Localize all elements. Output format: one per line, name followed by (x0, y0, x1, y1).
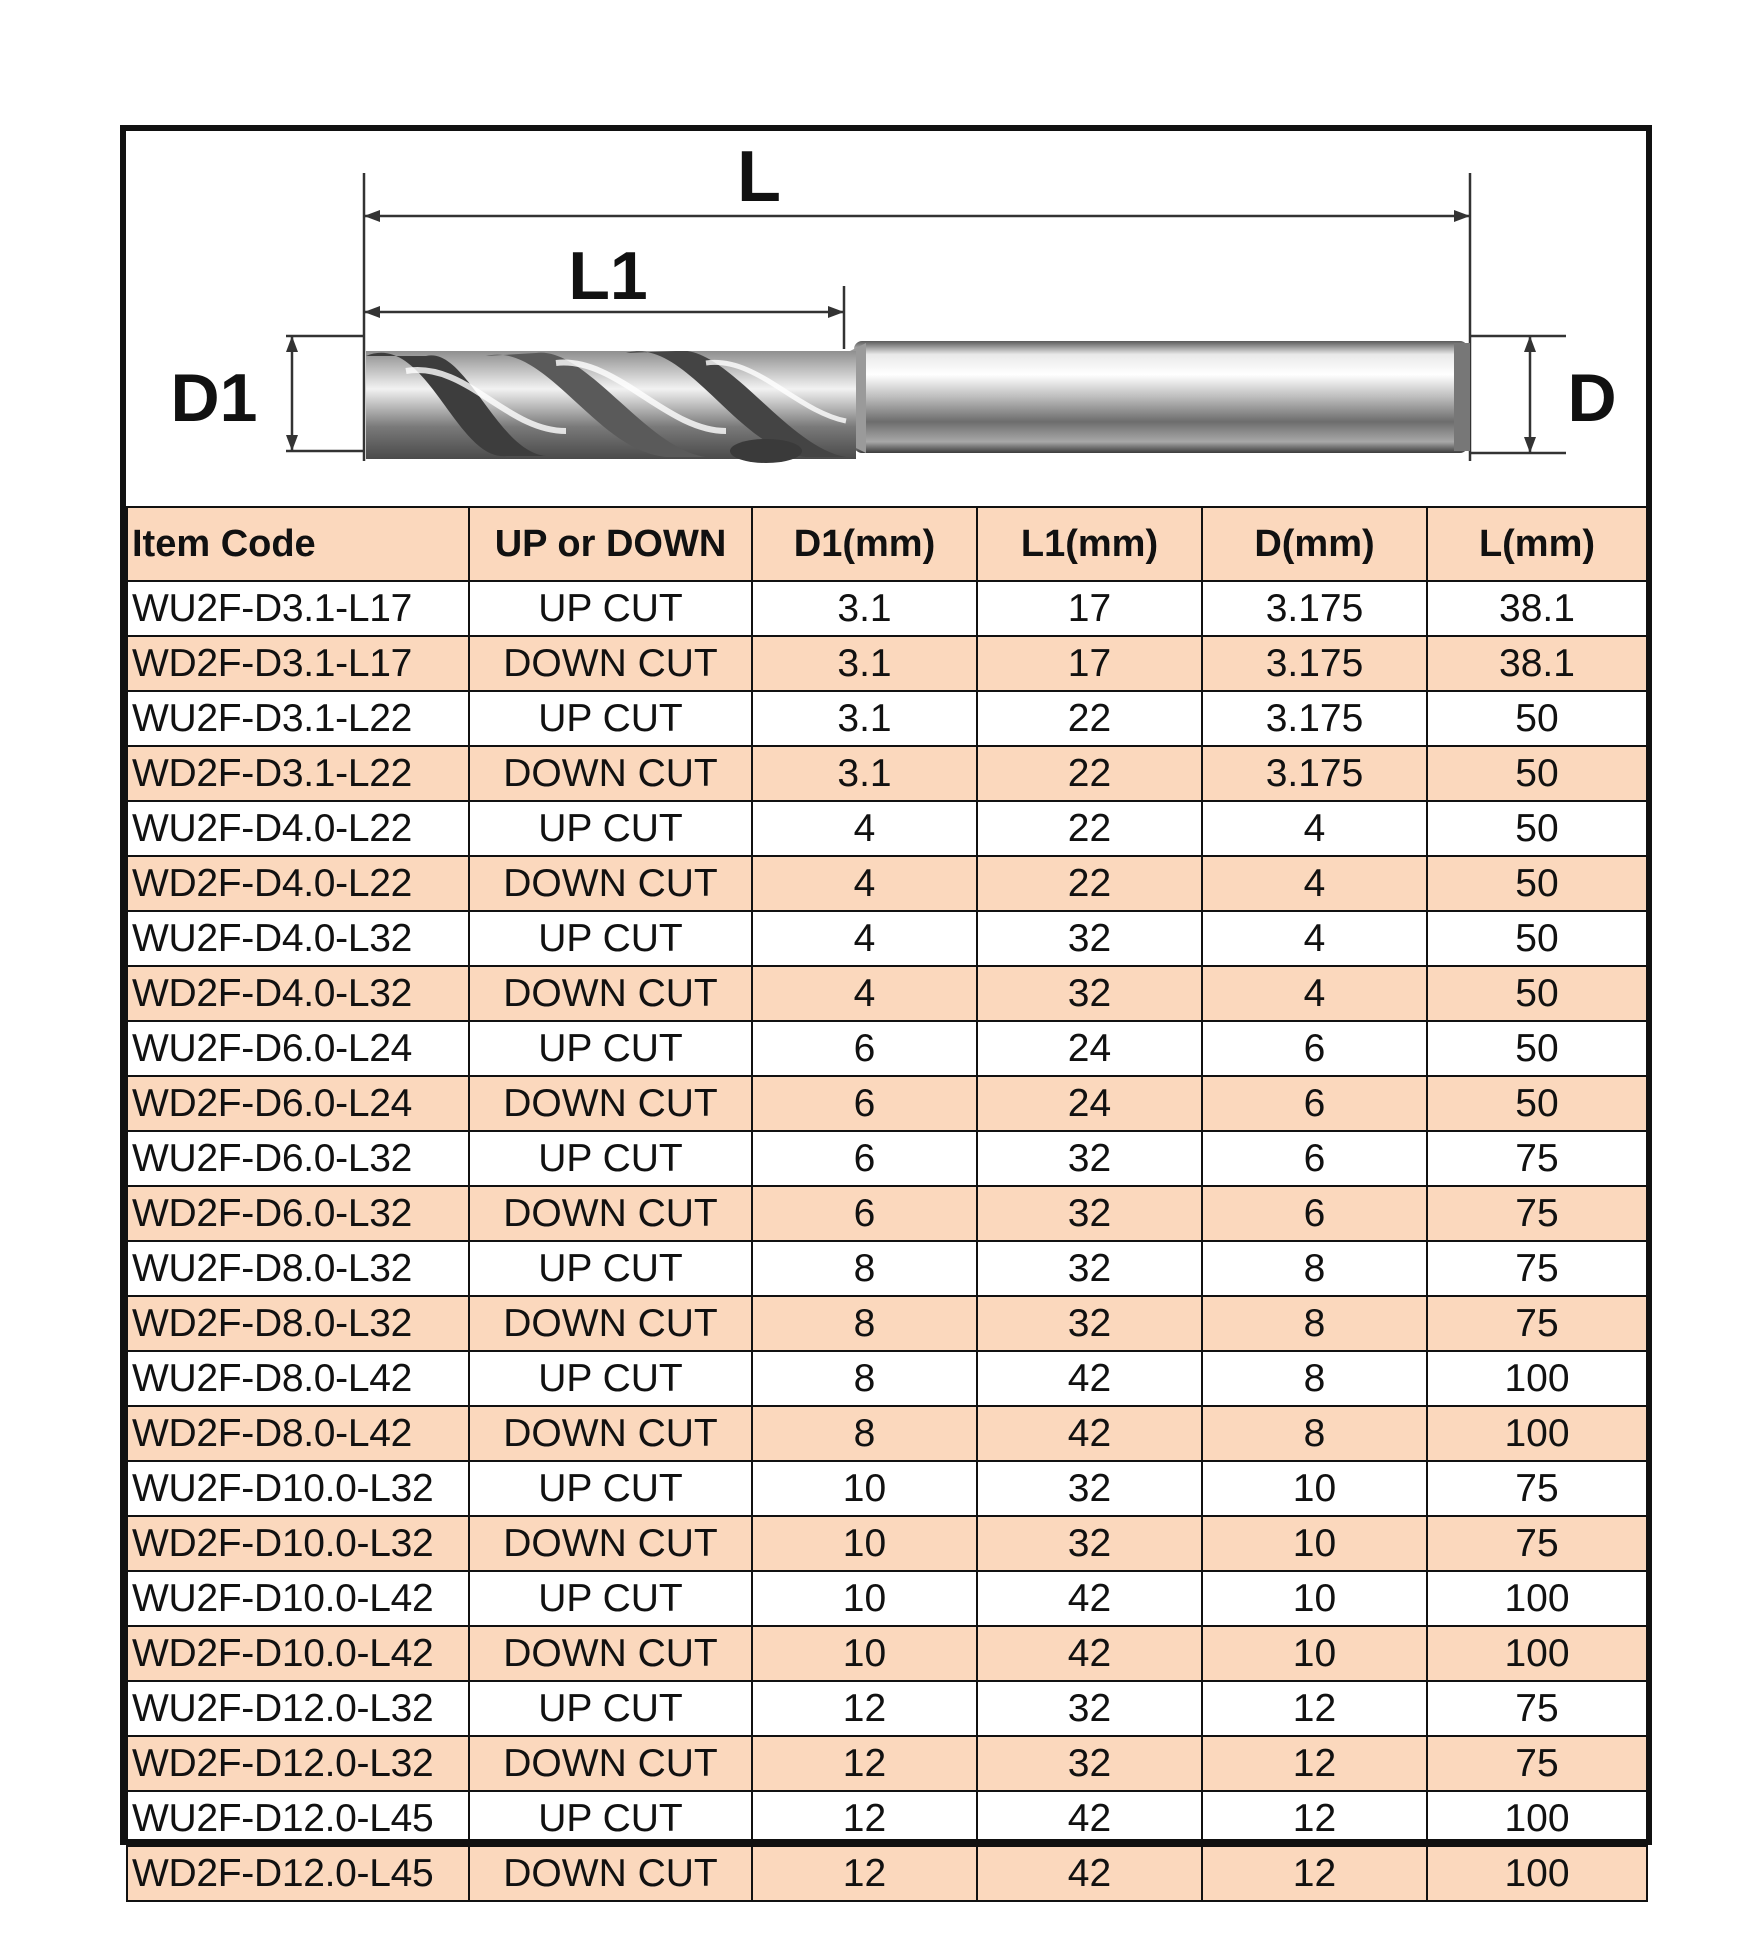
cell-d1: 12 (752, 1791, 977, 1846)
cell-item-code: WU2F-D4.0-L32 (127, 911, 469, 966)
cell-l1: 32 (977, 1296, 1202, 1351)
header-d: D(mm) (1202, 507, 1427, 581)
cell-l1: 17 (977, 636, 1202, 691)
cell-cut-direction: DOWN CUT (469, 966, 752, 1021)
cell-cut-direction: DOWN CUT (469, 1846, 752, 1901)
header-l: L(mm) (1427, 507, 1647, 581)
cell-cut-direction: DOWN CUT (469, 1626, 752, 1681)
cell-d1: 12 (752, 1681, 977, 1736)
cell-cut-direction: UP CUT (469, 1681, 752, 1736)
cell-item-code: WD2F-D10.0-L42 (127, 1626, 469, 1681)
cell-item-code: WU2F-D8.0-L42 (127, 1351, 469, 1406)
table-row (127, 966, 1647, 1021)
header-item-code: Item Code (127, 507, 469, 581)
table-row (127, 1846, 1647, 1901)
cell-cut-direction: UP CUT (469, 1461, 752, 1516)
cell-l1: 42 (977, 1406, 1202, 1461)
cell-l1: 32 (977, 1241, 1202, 1296)
cell-l: 75 (1427, 1241, 1647, 1296)
cell-d: 10 (1202, 1626, 1427, 1681)
cell-l: 38.1 (1427, 636, 1647, 691)
cell-item-code: WU2F-D10.0-L42 (127, 1571, 469, 1626)
cell-l1: 32 (977, 1186, 1202, 1241)
table-row (127, 746, 1647, 801)
cell-l1: 24 (977, 1076, 1202, 1131)
cell-l: 50 (1427, 966, 1647, 1021)
cell-d1: 10 (752, 1571, 977, 1626)
cell-l1: 42 (977, 1626, 1202, 1681)
cell-cut-direction: UP CUT (469, 1791, 752, 1846)
cell-l1: 32 (977, 1516, 1202, 1571)
cell-l1: 24 (977, 1021, 1202, 1076)
cell-l1: 42 (977, 1846, 1202, 1901)
cell-d: 4 (1202, 911, 1427, 966)
table-row (127, 1736, 1647, 1791)
cell-d1: 3.1 (752, 746, 977, 801)
cell-l1: 22 (977, 691, 1202, 746)
cell-d: 8 (1202, 1351, 1427, 1406)
cell-d1: 4 (752, 856, 977, 911)
table-row (127, 636, 1647, 691)
cell-l: 100 (1427, 1791, 1647, 1846)
cell-cut-direction: DOWN CUT (469, 636, 752, 691)
cell-l1: 42 (977, 1351, 1202, 1406)
cell-d1: 8 (752, 1406, 977, 1461)
cell-d: 10 (1202, 1571, 1427, 1626)
table-row (127, 1296, 1647, 1351)
cell-l: 50 (1427, 1076, 1647, 1131)
cell-l1: 32 (977, 966, 1202, 1021)
cell-d: 10 (1202, 1461, 1427, 1516)
cell-cut-direction: DOWN CUT (469, 856, 752, 911)
cell-d1: 10 (752, 1516, 977, 1571)
header-d1: D1(mm) (752, 507, 977, 581)
cell-item-code: WD2F-D8.0-L32 (127, 1296, 469, 1351)
cell-l1: 32 (977, 1461, 1202, 1516)
table-row (127, 1626, 1647, 1681)
cell-cut-direction: UP CUT (469, 801, 752, 856)
cell-cut-direction: DOWN CUT (469, 1076, 752, 1131)
cell-l: 75 (1427, 1736, 1647, 1791)
table-row (127, 1076, 1647, 1131)
cell-d: 12 (1202, 1846, 1427, 1901)
cell-d: 6 (1202, 1131, 1427, 1186)
label-d1: D1 (170, 360, 258, 436)
cell-item-code: WU2F-D4.0-L22 (127, 801, 469, 856)
header-l1: L1(mm) (977, 507, 1202, 581)
cell-d1: 12 (752, 1846, 977, 1901)
cell-d1: 6 (752, 1186, 977, 1241)
cell-d1: 6 (752, 1076, 977, 1131)
header-row (127, 507, 1647, 581)
cell-cut-direction: UP CUT (469, 1021, 752, 1076)
cell-d: 3.175 (1202, 636, 1427, 691)
cell-item-code: WU2F-D3.1-L17 (127, 581, 469, 636)
cell-item-code: WD2F-D3.1-L17 (127, 636, 469, 691)
cell-d: 6 (1202, 1186, 1427, 1241)
header-up-or-down: UP or DOWN (469, 507, 752, 581)
cell-d: 3.175 (1202, 691, 1427, 746)
cell-d: 8 (1202, 1241, 1427, 1296)
cell-d1: 6 (752, 1021, 977, 1076)
table-row (127, 1241, 1647, 1296)
label-l: L (737, 137, 781, 217)
cell-l: 50 (1427, 856, 1647, 911)
cell-d: 8 (1202, 1406, 1427, 1461)
cell-d: 3.175 (1202, 746, 1427, 801)
table-row (127, 1681, 1647, 1736)
cell-l1: 32 (977, 911, 1202, 966)
cell-item-code: WD2F-D4.0-L32 (127, 966, 469, 1021)
table-row (127, 1406, 1647, 1461)
cell-d: 4 (1202, 856, 1427, 911)
cell-item-code: WU2F-D8.0-L32 (127, 1241, 469, 1296)
cell-d1: 3.1 (752, 581, 977, 636)
cell-item-code: WD2F-D12.0-L45 (127, 1846, 469, 1901)
cell-item-code: WU2F-D10.0-L32 (127, 1461, 469, 1516)
cell-cut-direction: UP CUT (469, 1571, 752, 1626)
cell-d: 6 (1202, 1076, 1427, 1131)
cell-cut-direction: DOWN CUT (469, 1296, 752, 1351)
cell-cut-direction: DOWN CUT (469, 1736, 752, 1791)
cell-l1: 42 (977, 1571, 1202, 1626)
cell-d: 4 (1202, 801, 1427, 856)
table-row (127, 691, 1647, 746)
cell-d: 12 (1202, 1736, 1427, 1791)
table-row (127, 1461, 1647, 1516)
cell-l: 50 (1427, 746, 1647, 801)
cell-l: 75 (1427, 1131, 1647, 1186)
cell-d1: 10 (752, 1626, 977, 1681)
cell-l: 50 (1427, 911, 1647, 966)
cell-l: 50 (1427, 691, 1647, 746)
cell-l1: 32 (977, 1681, 1202, 1736)
cell-l: 50 (1427, 801, 1647, 856)
table-row (127, 1186, 1647, 1241)
cell-item-code: WD2F-D10.0-L32 (127, 1516, 469, 1571)
cell-l: 75 (1427, 1186, 1647, 1241)
cell-l1: 32 (977, 1131, 1202, 1186)
table-row (127, 1351, 1647, 1406)
cell-item-code: WD2F-D8.0-L42 (127, 1406, 469, 1461)
cell-d1: 12 (752, 1736, 977, 1791)
cell-item-code: WD2F-D12.0-L32 (127, 1736, 469, 1791)
cell-d1: 8 (752, 1296, 977, 1351)
cell-cut-direction: UP CUT (469, 1351, 752, 1406)
cell-l: 100 (1427, 1626, 1647, 1681)
table-row (127, 911, 1647, 966)
cell-item-code: WU2F-D6.0-L24 (127, 1021, 469, 1076)
cell-l: 38.1 (1427, 581, 1647, 636)
table-row (127, 801, 1647, 856)
cell-d1: 10 (752, 1461, 977, 1516)
cell-cut-direction: UP CUT (469, 581, 752, 636)
cell-d1: 4 (752, 911, 977, 966)
cell-d1: 3.1 (752, 691, 977, 746)
table-row (127, 581, 1647, 636)
cell-d: 10 (1202, 1516, 1427, 1571)
cell-item-code: WU2F-D6.0-L32 (127, 1131, 469, 1186)
cell-l: 50 (1427, 1021, 1647, 1076)
cell-l1: 42 (977, 1791, 1202, 1846)
cell-cut-direction: UP CUT (469, 1131, 752, 1186)
cell-d1: 8 (752, 1241, 977, 1296)
cell-l1: 17 (977, 581, 1202, 636)
cell-d1: 8 (752, 1351, 977, 1406)
cell-cut-direction: DOWN CUT (469, 1406, 752, 1461)
cell-item-code: WD2F-D6.0-L32 (127, 1186, 469, 1241)
cell-item-code: WU2F-D3.1-L22 (127, 691, 469, 746)
cell-d: 6 (1202, 1021, 1427, 1076)
spec-sheet-frame (120, 125, 1652, 1895)
cell-l: 100 (1427, 1351, 1647, 1406)
cell-l: 100 (1427, 1846, 1647, 1901)
end-mill-icon (366, 341, 1470, 463)
cell-d1: 4 (752, 801, 977, 856)
cell-cut-direction: DOWN CUT (469, 1186, 752, 1241)
cell-cut-direction: UP CUT (469, 911, 752, 966)
cell-d: 8 (1202, 1296, 1427, 1351)
cell-d: 12 (1202, 1681, 1427, 1736)
table-row (127, 1791, 1647, 1846)
cell-l1: 22 (977, 856, 1202, 911)
cell-item-code: WU2F-D12.0-L45 (127, 1791, 469, 1846)
cell-d: 12 (1202, 1791, 1427, 1846)
table-row (127, 1571, 1647, 1626)
cell-d1: 6 (752, 1131, 977, 1186)
cell-cut-direction: DOWN CUT (469, 1516, 752, 1571)
cell-item-code: WD2F-D6.0-L24 (127, 1076, 469, 1131)
cell-cut-direction: UP CUT (469, 691, 752, 746)
cell-l: 75 (1427, 1681, 1647, 1736)
table-row (127, 1021, 1647, 1076)
label-d: D (1567, 360, 1617, 436)
label-l1: L1 (568, 238, 648, 314)
cell-l: 75 (1427, 1296, 1647, 1351)
cell-l: 75 (1427, 1461, 1647, 1516)
cell-cut-direction: DOWN CUT (469, 746, 752, 801)
cell-l: 75 (1427, 1516, 1647, 1571)
table-row (127, 856, 1647, 911)
cell-l1: 32 (977, 1736, 1202, 1791)
table-row (127, 1516, 1647, 1571)
table-row (127, 1131, 1647, 1186)
end-mill-diagram (126, 131, 1646, 506)
cell-l1: 22 (977, 801, 1202, 856)
cell-d1: 4 (752, 966, 977, 1021)
cell-l: 100 (1427, 1406, 1647, 1461)
cell-d: 3.175 (1202, 581, 1427, 636)
cell-item-code: WD2F-D3.1-L22 (127, 746, 469, 801)
cell-l1: 22 (977, 746, 1202, 801)
cell-d1: 3.1 (752, 636, 977, 691)
spec-table (126, 506, 1648, 1902)
cell-cut-direction: UP CUT (469, 1241, 752, 1296)
cell-item-code: WU2F-D12.0-L32 (127, 1681, 469, 1736)
cell-d: 4 (1202, 966, 1427, 1021)
cell-l: 100 (1427, 1571, 1647, 1626)
cell-item-code: WD2F-D4.0-L22 (127, 856, 469, 911)
